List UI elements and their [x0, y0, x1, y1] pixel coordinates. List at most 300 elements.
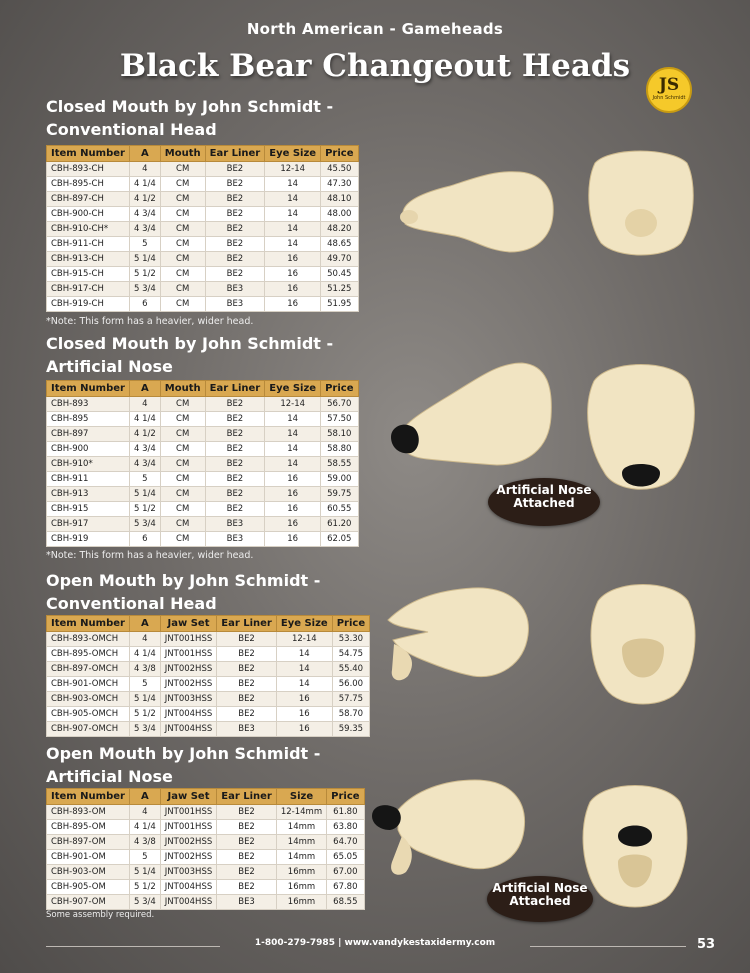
section-1-note: *Note: This form has a heavier, wider head.: [46, 316, 254, 327]
item-number-cell: CBH-893-OM: [47, 805, 130, 820]
table-cell: 56.70: [321, 397, 358, 412]
section-4-title-line2: Artificial Nose: [46, 767, 173, 786]
table-cell: 16: [265, 487, 321, 502]
item-number-cell: CBH-903-OMCH: [47, 692, 130, 707]
item-number-cell: CBH-905-OM: [47, 880, 130, 895]
item-number-cell: CBH-901-OMCH: [47, 677, 130, 692]
table-cell: BE3: [217, 895, 277, 910]
column-header: Price: [321, 381, 358, 397]
table-cell: 14: [265, 177, 321, 192]
table-cell: 4: [129, 162, 160, 177]
table-cell: 51.95: [321, 297, 358, 312]
item-number-cell: CBH-895-OMCH: [47, 647, 130, 662]
column-header: Mouth: [160, 381, 205, 397]
section-4-note: Some assembly required.: [46, 910, 155, 920]
table-cell: 5 1/2: [129, 707, 160, 722]
logo-initials: JS: [658, 75, 680, 95]
item-number-cell: CBH-919-CH: [47, 297, 130, 312]
table-cell: CM: [160, 397, 205, 412]
table-row: [47, 895, 365, 910]
table-cell: 5 3/4: [129, 722, 160, 737]
badge-2-line2: Attached: [509, 894, 571, 908]
item-number-cell: CBH-911: [47, 472, 130, 487]
table-cell: 56.00: [332, 677, 369, 692]
table-cell: CM: [160, 502, 205, 517]
table-cell: 61.80: [327, 805, 364, 820]
table-cell: JNT004HSS: [160, 707, 216, 722]
table-cell: 68.55: [327, 895, 364, 910]
table-cell: CM: [160, 252, 205, 267]
table-cell: 16: [265, 472, 321, 487]
badge-2-line1: Artificial Nose: [492, 881, 588, 895]
section-3-title-line1: Open Mouth by John Schmidt -: [46, 571, 321, 590]
table-row: [47, 162, 359, 177]
table-row: [47, 532, 359, 547]
section-2-note: *Note: This form has a heavier, wider head.: [46, 550, 254, 561]
table-cell: CM: [160, 297, 205, 312]
table-cell: BE2: [217, 835, 277, 850]
item-number-cell: CBH-893-OMCH: [47, 632, 130, 647]
table-cell: 4 1/4: [129, 820, 160, 835]
table-cell: 4 3/4: [129, 207, 160, 222]
table-row: [47, 442, 359, 457]
table-cell: BE2: [217, 880, 277, 895]
table-cell: BE2: [205, 427, 265, 442]
table-row: [47, 207, 359, 222]
table-cell: 58.70: [332, 707, 369, 722]
section-3-title: [46, 569, 320, 615]
bear-form-side-open-artificial-nose: [370, 770, 530, 880]
table-cell: 49.70: [321, 252, 358, 267]
table-row: [47, 297, 359, 312]
table-cell: JNT004HSS: [160, 722, 216, 737]
table-cell: BE2: [205, 487, 265, 502]
item-number-cell: CBH-913-CH: [47, 252, 130, 267]
table-cell: 5 1/4: [129, 487, 160, 502]
table-cell: 6: [129, 297, 160, 312]
column-header: Item Number: [47, 146, 130, 162]
table-cell: 53.30: [332, 632, 369, 647]
bear-form-front-open-artificial-nose: [580, 778, 690, 915]
table-header-row: [47, 789, 365, 805]
item-number-cell: CBH-915-CH: [47, 267, 130, 282]
table-cell: CM: [160, 267, 205, 282]
item-number-cell: CBH-915: [47, 502, 130, 517]
table-cell: 4: [129, 397, 160, 412]
table-cell: BE3: [205, 297, 265, 312]
table-cell: BE3: [205, 282, 265, 297]
bear-form-side-open-conventional: [378, 580, 536, 690]
table-cell: 4 1/2: [129, 192, 160, 207]
table-cell: 16: [265, 532, 321, 547]
price-table-closed-conventional: [46, 145, 359, 312]
table-row: [47, 222, 359, 237]
table-cell: 14mm: [276, 850, 326, 865]
table-cell: BE2: [217, 662, 277, 677]
item-number-cell: CBH-901-OM: [47, 850, 130, 865]
table-cell: 62.05: [321, 532, 358, 547]
table-cell: CM: [160, 427, 205, 442]
table-cell: 16: [265, 267, 321, 282]
table-cell: CM: [160, 472, 205, 487]
table-row: [47, 722, 370, 737]
column-header: Mouth: [160, 146, 205, 162]
table-cell: 4 3/4: [129, 442, 160, 457]
table-row: [47, 677, 370, 692]
table-row: [47, 487, 359, 502]
table-cell: 16mm: [276, 895, 326, 910]
table-cell: 47.30: [321, 177, 358, 192]
item-number-cell: CBH-917: [47, 517, 130, 532]
table-cell: 12-14: [265, 162, 321, 177]
table-cell: 63.80: [327, 820, 364, 835]
table-cell: CM: [160, 412, 205, 427]
table-cell: 12-14: [265, 397, 321, 412]
section-2-title: [46, 332, 333, 378]
item-number-cell: CBH-893-CH: [47, 162, 130, 177]
table-header-row: [47, 146, 359, 162]
table-row: [47, 707, 370, 722]
column-header: Price: [332, 616, 369, 632]
column-header: Jaw Set: [160, 616, 216, 632]
column-header: Eye Size: [265, 146, 321, 162]
table-row: [47, 457, 359, 472]
table-cell: CM: [160, 487, 205, 502]
table-cell: 14: [265, 207, 321, 222]
section-4-title: [46, 742, 320, 788]
table-cell: BE2: [205, 252, 265, 267]
column-header: Size: [276, 789, 326, 805]
price-table-open-conventional: [46, 615, 370, 737]
item-number-cell: CBH-895: [47, 412, 130, 427]
table-cell: BE2: [205, 237, 265, 252]
column-header: A: [129, 616, 160, 632]
bear-form-front-closed-conventional: [585, 143, 697, 261]
table-cell: 59.00: [321, 472, 358, 487]
column-header: Ear Liner: [205, 146, 265, 162]
table-cell: CM: [160, 457, 205, 472]
table-row: [47, 237, 359, 252]
table-cell: 16: [265, 252, 321, 267]
column-header: Ear Liner: [217, 789, 277, 805]
item-number-cell: CBH-910*: [47, 457, 130, 472]
bear-form-side-closed-artificial-nose: [387, 357, 557, 469]
price-table-open-artificial-nose: [46, 788, 365, 910]
artificial-nose-badge-1: [488, 478, 600, 526]
table-cell: 5 3/4: [129, 895, 160, 910]
table-cell: 14: [265, 412, 321, 427]
table-cell: 14mm: [276, 820, 326, 835]
item-number-cell: CBH-905-OMCH: [47, 707, 130, 722]
item-number-cell: CBH-907-OMCH: [47, 722, 130, 737]
table-cell: 5: [129, 237, 160, 252]
item-number-cell: CBH-897-OMCH: [47, 662, 130, 677]
table-cell: 60.55: [321, 502, 358, 517]
badge-1-line2: Attached: [513, 496, 575, 510]
table-cell: BE2: [205, 502, 265, 517]
table-cell: JNT001HSS: [160, 632, 216, 647]
table-cell: BE2: [217, 820, 277, 835]
table-cell: BE2: [205, 207, 265, 222]
table-cell: BE2: [205, 267, 265, 282]
table-cell: 59.35: [332, 722, 369, 737]
table-cell: 16: [265, 502, 321, 517]
table-cell: 59.75: [321, 487, 358, 502]
table-cell: BE2: [217, 850, 277, 865]
table-cell: BE2: [205, 442, 265, 457]
table-cell: BE2: [205, 472, 265, 487]
table-cell: BE2: [205, 222, 265, 237]
table-row: [47, 632, 370, 647]
table-cell: CM: [160, 207, 205, 222]
item-number-cell: CBH-919: [47, 532, 130, 547]
table-row: [47, 427, 359, 442]
table-cell: 14: [276, 662, 332, 677]
item-number-cell: CBH-911-CH: [47, 237, 130, 252]
table-cell: 61.20: [321, 517, 358, 532]
table-cell: 14: [265, 442, 321, 457]
table-cell: 48.00: [321, 207, 358, 222]
column-header: Item Number: [47, 381, 130, 397]
table-cell: BE2: [205, 457, 265, 472]
item-number-cell: CBH-917-CH: [47, 282, 130, 297]
table-cell: CM: [160, 282, 205, 297]
section-4-title-line1: Open Mouth by John Schmidt -: [46, 744, 321, 763]
column-header: Ear Liner: [205, 381, 265, 397]
table-cell: 64.70: [327, 835, 364, 850]
table-cell: 14mm: [276, 835, 326, 850]
table-cell: 5 3/4: [129, 517, 160, 532]
table-cell: 4 1/2: [129, 427, 160, 442]
table-cell: 5 1/2: [129, 880, 160, 895]
item-number-cell: CBH-900: [47, 442, 130, 457]
table-row: [47, 880, 365, 895]
table-row: [47, 647, 370, 662]
table-cell: 14: [276, 647, 332, 662]
footer-contact: 1-800-279-7985 | www.vandykestaxidermy.com: [254, 938, 496, 948]
john-schmidt-logo: [646, 67, 692, 113]
table-cell: BE2: [205, 412, 265, 427]
table-cell: 48.10: [321, 192, 358, 207]
column-header: A: [129, 789, 160, 805]
table-cell: BE2: [217, 677, 277, 692]
table-cell: 5 1/4: [129, 865, 160, 880]
table-cell: 4 1/4: [129, 412, 160, 427]
table-cell: BE2: [205, 192, 265, 207]
table-row: [47, 252, 359, 267]
table-cell: BE3: [205, 517, 265, 532]
column-header: Eye Size: [276, 616, 332, 632]
table-cell: CM: [160, 517, 205, 532]
bear-form-front-open-conventional: [588, 577, 698, 712]
table-cell: 48.65: [321, 237, 358, 252]
table-cell: 4 3/8: [129, 835, 160, 850]
table-cell: BE2: [217, 692, 277, 707]
table-cell: 16: [265, 297, 321, 312]
column-header: Item Number: [47, 789, 130, 805]
item-number-cell: CBH-900-CH: [47, 207, 130, 222]
bear-form-side-closed-conventional: [395, 160, 560, 260]
column-header: Price: [321, 146, 358, 162]
table-cell: 67.00: [327, 865, 364, 880]
table-row: [47, 865, 365, 880]
table-cell: 5 1/4: [129, 252, 160, 267]
table-row: [47, 282, 359, 297]
table-cell: BE2: [205, 177, 265, 192]
table-cell: 16mm: [276, 880, 326, 895]
table-cell: 48.20: [321, 222, 358, 237]
table-cell: 67.80: [327, 880, 364, 895]
item-number-cell: CBH-895-CH: [47, 177, 130, 192]
table-cell: 58.80: [321, 442, 358, 457]
item-number-cell: CBH-910-CH*: [47, 222, 130, 237]
table-cell: 5 1/2: [129, 502, 160, 517]
table-cell: 4 3/4: [129, 222, 160, 237]
table-cell: BE2: [217, 865, 277, 880]
table-cell: JNT003HSS: [160, 692, 216, 707]
table-cell: JNT002HSS: [160, 677, 216, 692]
table-cell: JNT002HSS: [160, 850, 216, 865]
table-cell: 16: [276, 722, 332, 737]
table-row: [47, 835, 365, 850]
table-header-row: [47, 616, 370, 632]
item-number-cell: CBH-913: [47, 487, 130, 502]
column-header: Item Number: [47, 616, 130, 632]
table-cell: 45.50: [321, 162, 358, 177]
column-header: Jaw Set: [160, 789, 216, 805]
table-cell: JNT001HSS: [160, 820, 216, 835]
page-number: 53: [697, 937, 716, 952]
table-cell: JNT001HSS: [160, 647, 216, 662]
price-table-closed-artificial-nose: [46, 380, 359, 547]
table-row: [47, 397, 359, 412]
table-row: [47, 267, 359, 282]
table-row: [47, 412, 359, 427]
table-cell: 6: [129, 532, 160, 547]
table-cell: 50.45: [321, 267, 358, 282]
item-number-cell: CBH-897-CH: [47, 192, 130, 207]
table-cell: 14: [265, 192, 321, 207]
item-number-cell: CBH-903-OM: [47, 865, 130, 880]
table-cell: BE2: [217, 632, 277, 647]
table-cell: 5: [129, 472, 160, 487]
table-cell: 4: [129, 805, 160, 820]
column-header: A: [129, 146, 160, 162]
table-cell: BE2: [217, 805, 277, 820]
table-cell: JNT002HSS: [160, 662, 216, 677]
table-cell: 16: [265, 517, 321, 532]
table-cell: 4 3/4: [129, 457, 160, 472]
table-cell: JNT003HSS: [160, 865, 216, 880]
section-2-title-line2: Artificial Nose: [46, 357, 173, 376]
table-cell: 57.50: [321, 412, 358, 427]
table-row: [47, 472, 359, 487]
item-number-cell: CBH-897-OM: [47, 835, 130, 850]
table-cell: 5: [129, 677, 160, 692]
column-header: Eye Size: [265, 381, 321, 397]
item-number-cell: CBH-893: [47, 397, 130, 412]
table-cell: 58.55: [321, 457, 358, 472]
section-1-title-line2: Conventional Head: [46, 120, 217, 139]
logo-name: John Schmidt: [652, 95, 686, 101]
table-header-row: [47, 381, 359, 397]
table-cell: BE2: [217, 707, 277, 722]
item-number-cell: CBH-895-OM: [47, 820, 130, 835]
table-cell: BE3: [217, 722, 277, 737]
table-cell: 57.75: [332, 692, 369, 707]
table-cell: 14: [276, 677, 332, 692]
table-row: [47, 662, 370, 677]
table-row: [47, 192, 359, 207]
table-cell: 16: [265, 282, 321, 297]
table-cell: 14: [265, 457, 321, 472]
table-row: [47, 850, 365, 865]
section-3-title-line2: Conventional Head: [46, 594, 217, 613]
column-header: A: [129, 381, 160, 397]
table-cell: 12-14: [276, 632, 332, 647]
table-row: [47, 177, 359, 192]
table-cell: JNT001HSS: [160, 805, 216, 820]
table-cell: JNT004HSS: [160, 880, 216, 895]
table-cell: CM: [160, 442, 205, 457]
table-row: [47, 820, 365, 835]
table-cell: CM: [160, 532, 205, 547]
table-row: [47, 517, 359, 532]
badge-1-line1: Artificial Nose: [496, 483, 592, 497]
section-1-title: [46, 95, 333, 141]
table-cell: 16mm: [276, 865, 326, 880]
table-cell: 4: [129, 632, 160, 647]
table-cell: BE2: [205, 397, 265, 412]
table-cell: 51.25: [321, 282, 358, 297]
table-cell: 5: [129, 850, 160, 865]
table-cell: 16: [276, 692, 332, 707]
table-cell: CM: [160, 177, 205, 192]
table-cell: 5 3/4: [129, 282, 160, 297]
table-cell: CM: [160, 162, 205, 177]
table-cell: BE2: [217, 647, 277, 662]
table-cell: 4 3/8: [129, 662, 160, 677]
page-title: Black Bear Changeout Heads: [119, 48, 631, 84]
table-cell: BE3: [205, 532, 265, 547]
table-cell: 14: [265, 222, 321, 237]
table-row: [47, 502, 359, 517]
table-cell: CM: [160, 222, 205, 237]
table-cell: 54.75: [332, 647, 369, 662]
section-2-title-line1: Closed Mouth by John Schmidt -: [46, 334, 334, 353]
table-cell: 4 1/4: [129, 177, 160, 192]
column-header: Price: [327, 789, 364, 805]
column-header: Ear Liner: [217, 616, 277, 632]
table-cell: 4 1/4: [129, 647, 160, 662]
table-cell: 12-14mm: [276, 805, 326, 820]
table-cell: JNT002HSS: [160, 835, 216, 850]
table-cell: CM: [160, 237, 205, 252]
item-number-cell: CBH-897: [47, 427, 130, 442]
table-cell: 65.05: [327, 850, 364, 865]
table-row: [47, 692, 370, 707]
table-cell: 5 1/4: [129, 692, 160, 707]
table-cell: 14: [265, 237, 321, 252]
item-number-cell: CBH-907-OM: [47, 895, 130, 910]
table-cell: 58.10: [321, 427, 358, 442]
table-cell: 16: [276, 707, 332, 722]
table-cell: 14: [265, 427, 321, 442]
table-cell: 5 1/2: [129, 267, 160, 282]
table-cell: 55.40: [332, 662, 369, 677]
section-1-title-line1: Closed Mouth by John Schmidt -: [46, 97, 334, 116]
artificial-nose-badge-2: [487, 876, 593, 922]
